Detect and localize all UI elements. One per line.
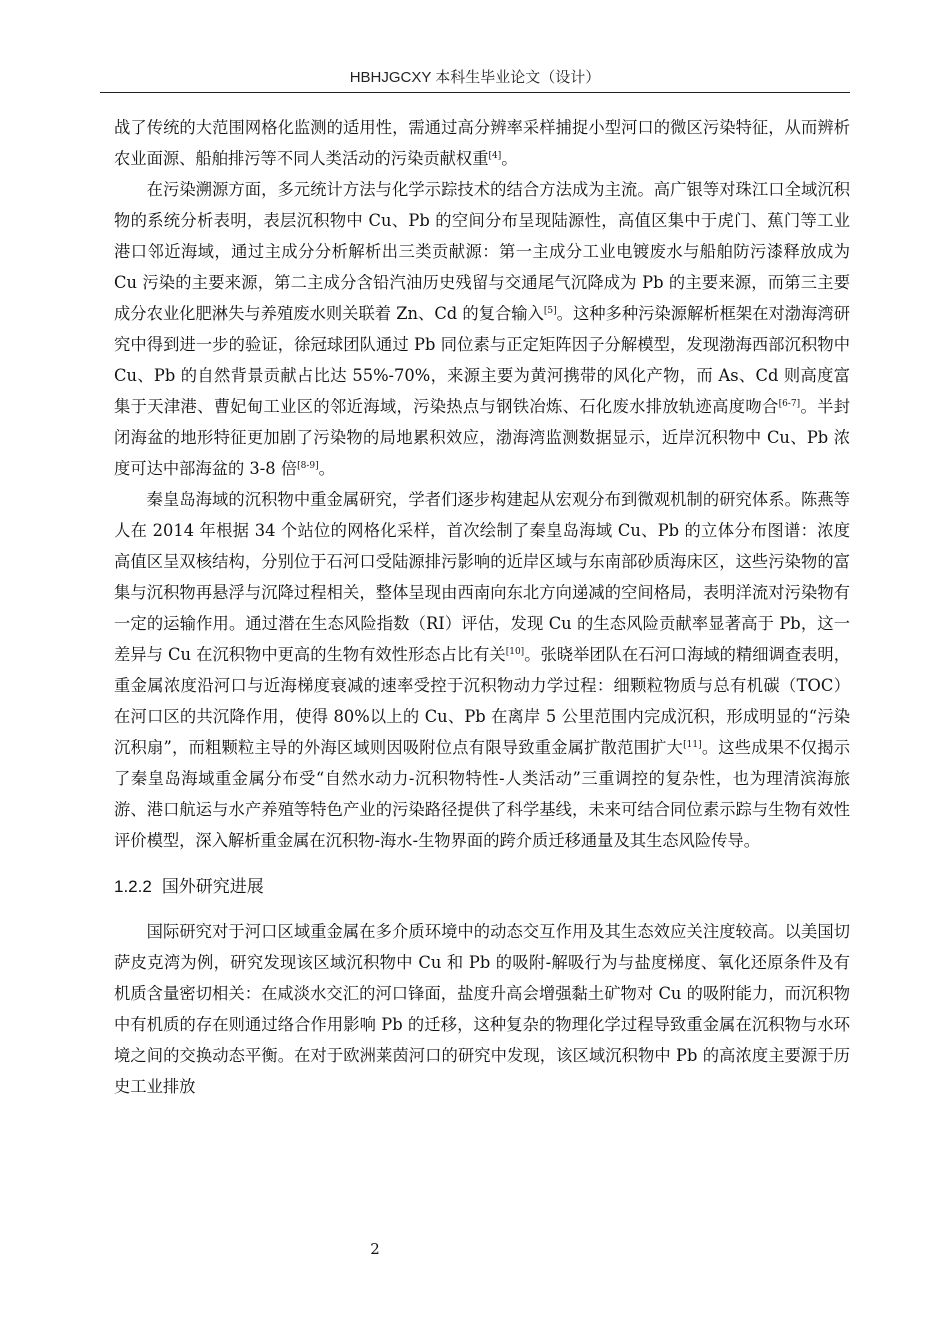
citation: [10] — [505, 647, 525, 657]
document-body — [114, 112, 850, 1102]
paragraph-2: 在污染溯源方面，多元统计方法与化学示踪技术的结合方法成为主流。高广银等对珠江口全域沉积物的系统分析表明，表层沉积物中 Cu、Pb 的空间分布呈现陆源性，高值区集中于虎门、蕉门等工业港口邻近海域，通过主成分分析解析出三类贡献源：第一主成分工业电镀废水与船舶防污漆释放成为 Cu 污染的主要来源，第二主成分含铅汽油历史残留与交通尾气沉降成为 Pb 的主要来源，而第三主要成分农业化肥淋失与养殖废水则关联着 Zn、Cd 的复合输入[5]。这种多种污染源解析框架在对渤海湾研究中得到进一步的验证，徐冠球团队通过 Pb 同位素与正定矩阵因子分解模型，发现渤海西部沉积物中 Cu、Pb 的自然背景贡献占比达 55%-70%，来源主要为黄河携带的风化产物，而 As、Cd 则高度富集于天津港、曹妃甸工业区的邻近海域，污染热点与钢铁冶炼、石化废水排放轨迹高度吻合[6-7]。半封闭海盆的地形特征更加剧了污染物的局地累积效应，渤海湾监测数据显示，近岸沉积物中 Cu、Pb 浓度可达中部海盆的 3-8 倍[8-9]。 — [114, 180, 850, 478]
citation: [11] — [683, 740, 702, 750]
paragraph-1: 战了传统的大范围网格化监测的适用性，需通过高分辨率采样捕捉小型河口的微区污染特征，从而辨析农业面源、船舶排污等不同人类活动的污染贡献权重[4]。 — [114, 118, 850, 168]
citation: [5] — [543, 306, 557, 316]
paragraph-3: 秦皇岛海域的沉积物中重金属研究，学者们逐步构建起从宏观分布到微观机制的研究体系。陈燕等人在 2014 年根据 34 个站位的网格化采样，首次绘制了秦皇岛海域 Cu、Pb 的立体分布图谱：浓度高值区呈双核结构，分别位于石河口受陆源排污影响的近岸区域与东南部砂质海床区，这些污染物的富集与沉积物再悬浮与沉降过程相关，整体呈现由西南向东北方向递减的空间格局，表明洋流对污染物有一定的运输作用。通过潜在生态风险指数（RI）评估，发现 Cu 的生态风险贡献率显著高于 Pb，这一差异与 Cu 在沉积物中更高的生物有效性形态占比有关[10]。张晓举团队在石河口海域的精细调查表明，重金属浓度沿河口与近海梯度衰减的速率受控于沉积物动力学过程：细颗粒物质与总有机碳（TOC）在河口区的共沉降作用，使得 80%以上的 Cu、Pb 在离岸 5 公里范围内完成沉积，形成明显的“污染沉积扇”，而粗颗粒主导的外海区域则因吸附位点有限导致重金属扩散范围扩大[11]。这些成果不仅揭示了秦皇岛海域重金属分布受“自然水动力-沉积物特性-人类活动”三重调控的复杂性，也为理清滨海旅游、港口航运与水产养殖等特色产业的污染路径提供了科学基线，未来可结合同位素示踪与生物有效性评价模型，深入解析重金属在沉积物-海水-生物界面的跨介质迁移通量及其生态风险传导。 — [114, 490, 850, 850]
citation: [6-7] — [778, 399, 801, 409]
section-heading — [114, 872, 850, 902]
section-number: 1.2.2 — [114, 877, 152, 896]
page-number: 2 — [370, 1240, 380, 1258]
running-header: HBHJGCXY 本科生毕业论文（设计） — [349, 69, 601, 86]
citation: [8-9] — [297, 461, 319, 471]
header-divider — [100, 92, 850, 93]
citation: [4] — [488, 151, 502, 161]
section-title: 国外研究进展 — [161, 877, 264, 896]
paragraph-4: 国际研究对于河口区域重金属在多介质环境中的动态交互作用及其生态效应关注度较高。以美国切萨皮克湾为例，研究发现该区域沉积物中 Cu 和 Pb 的吸附-解吸行为与盐度梯度、氧化还原条件及有机质含量密切相关：在咸淡水交汇的河口锋面，盐度升高会增强黏土矿物对 Cu 的吸附能力，而沉积物中有机质的存在则通过络合作用影响 Pb 的迁移，这种复杂的物理化学过程导致重金属在沉积物与水环境之间的交换动态平衡。在对于欧洲莱茵河口的研究中发现，该区域沉积物中 Pb 的高浓度主要源于历史工业排放 — [114, 922, 850, 1096]
